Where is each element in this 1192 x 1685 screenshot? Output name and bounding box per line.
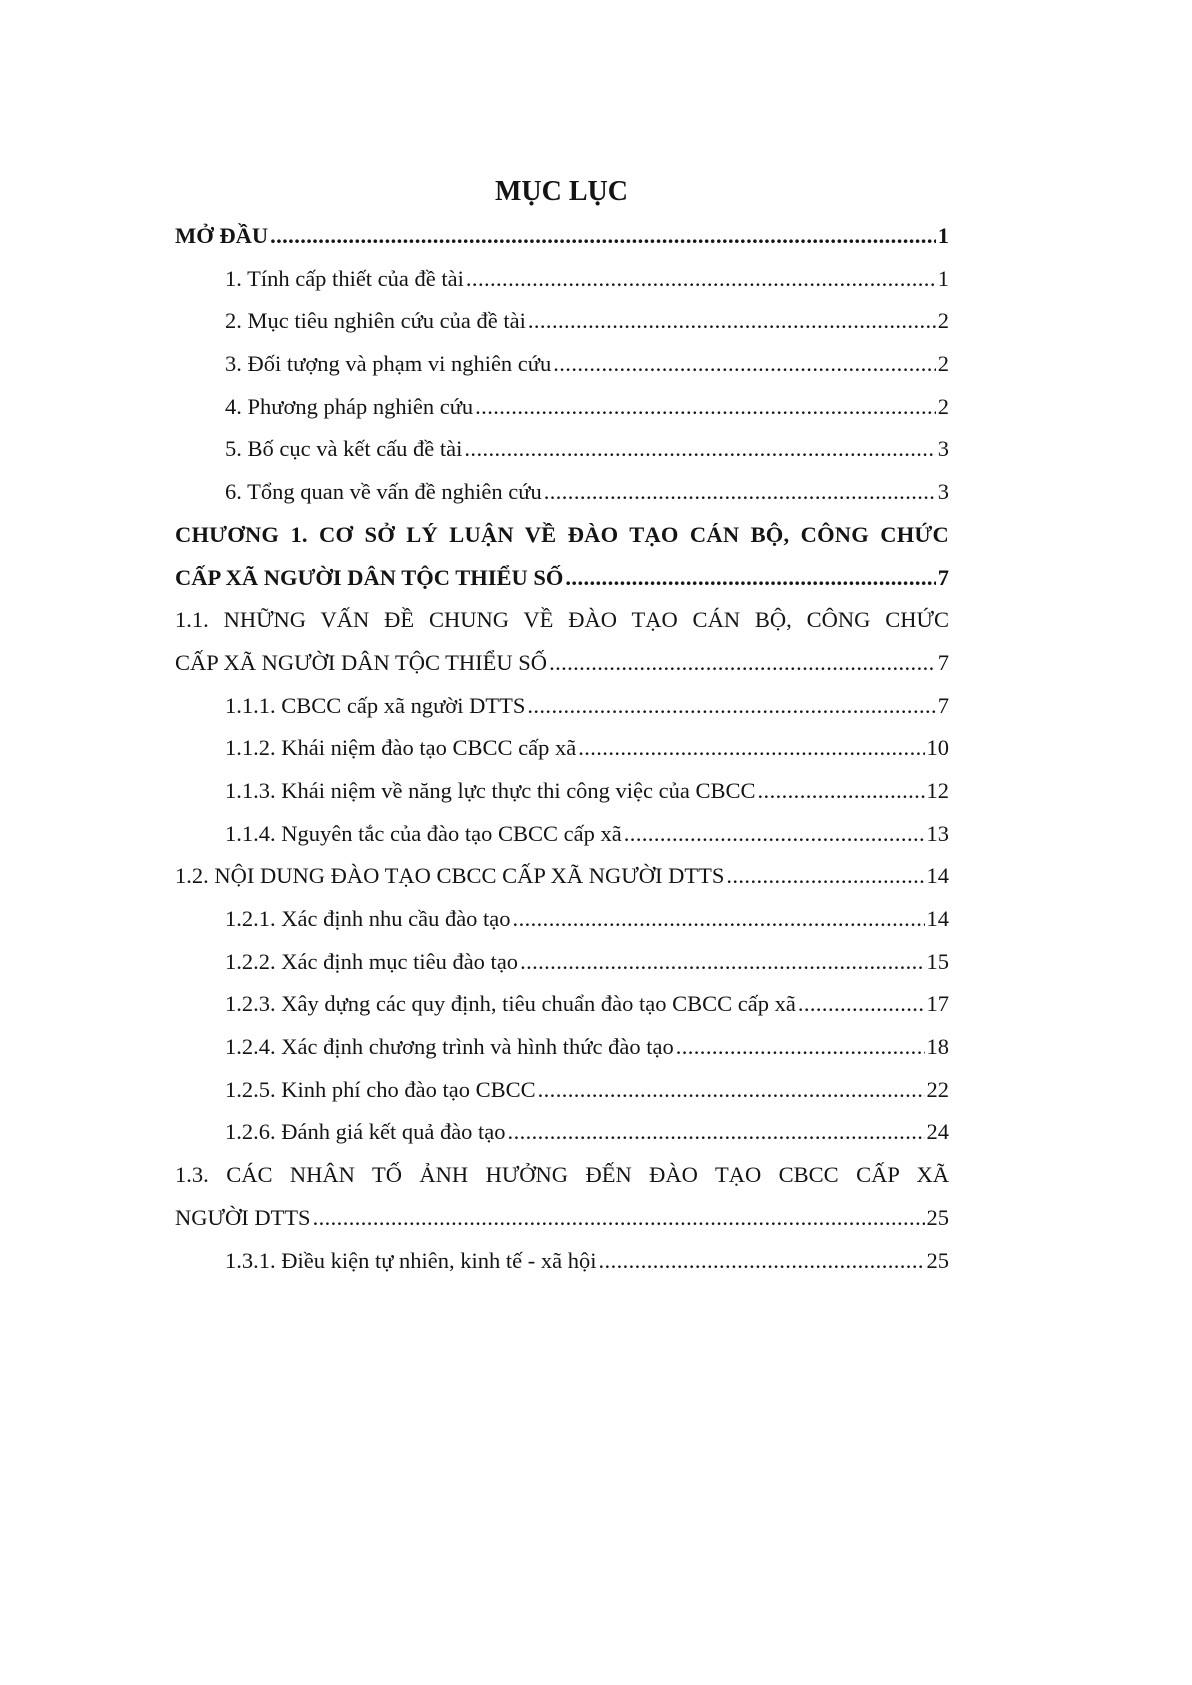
dot-leader [578, 727, 924, 770]
toc-entry[interactable] [175, 1111, 949, 1154]
toc-entry-page: 25 [926, 1247, 949, 1273]
toc-entry-text: 4. Phương pháp nghiên cứu [225, 393, 474, 419]
toc-entry-page: 14 [926, 863, 949, 889]
toc-entry-page: 3 [937, 436, 949, 462]
toc-entry-text: 1.2.4. Xác định chương trình và hình thức đào tạo [225, 1034, 674, 1060]
dot-leader [538, 1069, 925, 1112]
toc-entry[interactable] [175, 941, 949, 984]
toc-entry-chapter-1-line2[interactable] [175, 557, 949, 600]
toc-entry-mo-dau[interactable] [175, 215, 949, 258]
toc-entry-page: 7 [937, 564, 949, 590]
toc-entry-section-1-3-line1[interactable] [175, 1154, 949, 1197]
dot-leader [798, 983, 925, 1026]
toc-entry-text: 1.3. CÁC NHÂN TỐ ẢNH HƯỞNG ĐẾN ĐÀO TẠO CBCC CẤP XÃ [175, 1162, 949, 1188]
toc-entry-page: 2 [937, 351, 949, 377]
toc-entry[interactable] [175, 428, 949, 471]
page-title: MỤC LỤC [495, 176, 628, 207]
dot-leader [466, 258, 936, 301]
toc-entry[interactable] [175, 983, 949, 1026]
toc-entry-text: 3. Đối tượng và phạm vi nghiên cứu [225, 351, 552, 377]
toc-entry-page: 3 [937, 479, 949, 505]
dot-leader [528, 300, 936, 343]
toc-entry-page: 7 [937, 649, 949, 675]
dot-leader [464, 428, 935, 471]
toc-entry-chapter-1-line1[interactable] [175, 514, 949, 557]
toc-entry-section-1-1-line2[interactable] [175, 642, 949, 685]
toc-entry-page: 12 [926, 777, 949, 803]
toc-entry[interactable] [175, 471, 949, 514]
toc-entry-page: 2 [937, 393, 949, 419]
toc-entry-text: 1.1.1. CBCC cấp xã người DTTS [225, 692, 526, 718]
toc-entry-text: CẤP XÃ NGƯỜI DÂN TỘC THIỂU SỐ [175, 649, 548, 675]
toc-entry-page: 17 [926, 991, 949, 1017]
toc-entry-section-1-3-line2[interactable] [175, 1197, 949, 1240]
toc-entry-text: 5. Bố cục và kết cấu đề tài [225, 436, 463, 462]
toc-entry-text: 1.3.1. Điều kiện tự nhiên, kinh tế - xã hội [225, 1247, 597, 1273]
toc-entry[interactable] [175, 1240, 949, 1283]
toc-entry[interactable] [175, 386, 949, 429]
toc-entry-page: 18 [926, 1034, 949, 1060]
toc-entry-text: 1. Tính cấp thiết của đề tài [225, 265, 464, 291]
toc-entry-page: 24 [926, 1119, 949, 1145]
dot-leader [676, 1026, 925, 1069]
dot-leader [544, 471, 936, 514]
toc-entry[interactable] [175, 685, 949, 728]
dot-leader [599, 1240, 925, 1283]
dot-leader [513, 898, 925, 941]
toc-entry[interactable] [175, 1069, 949, 1112]
toc-entry-text: 2. Mục tiêu nghiên cứu của đề tài [225, 308, 526, 334]
toc-entry[interactable] [175, 813, 949, 856]
toc-entry-text: CHƯƠNG 1. CƠ SỞ LÝ LUẬN VỀ ĐÀO TẠO CÁN BỘ, CÔNG CHỨC [175, 521, 949, 547]
toc-entry[interactable] [175, 770, 949, 813]
toc-entry-text: 1.1.3. Khái niệm về năng lực thực thi công việc của CBCC [225, 777, 756, 803]
dot-leader [565, 557, 935, 600]
toc-entry-section-1-2[interactable] [175, 855, 949, 898]
toc-entry-page: 7 [937, 692, 949, 718]
dot-leader [527, 685, 935, 728]
toc-entry-text: 1.1.4. Nguyên tắc của đào tạo CBCC cấp xã [225, 820, 622, 846]
toc-entry-text: 1.1. NHỮNG VẤN ĐỀ CHUNG VỀ ĐÀO TẠO CÁN BỘ, CÔNG CHỨC [175, 607, 949, 633]
dot-leader [549, 642, 936, 685]
toc-entry-text: CẤP XÃ NGƯỜI DÂN TỘC THIỂU SỐ [175, 564, 564, 590]
toc-entry-text: NGƯỜI DTTS [175, 1204, 311, 1230]
toc-entry-text: 1.2. NỘI DUNG ĐÀO TẠO CBCC CẤP XÃ NGƯỜI DTTS [175, 863, 725, 889]
toc-entry-page: 14 [926, 906, 949, 931]
toc-entry-text: 1.2.2. Xác định mục tiêu đào tạo [225, 948, 519, 974]
dot-leader [270, 215, 936, 258]
dot-leader [758, 770, 925, 813]
dot-leader [624, 813, 925, 856]
toc-entry-text: 1.2.1. Xác định nhu cầu đào tạo [225, 906, 511, 931]
toc-entry[interactable] [175, 727, 949, 770]
toc-entry-page: 10 [926, 735, 949, 761]
dot-leader [553, 343, 936, 386]
toc-entry-page: 15 [926, 948, 949, 974]
toc-entry-text: 1.2.5. Kinh phí cho đào tạo CBCC [225, 1076, 536, 1102]
toc-entry-section-1-1-line1[interactable] [175, 599, 949, 642]
toc-entry-text: 1.1.2. Khái niệm đào tạo CBCC cấp xã [225, 735, 577, 761]
dot-leader [726, 855, 924, 898]
toc-entry-page: 25 [926, 1204, 949, 1230]
toc-entry-page: 2 [937, 308, 949, 334]
toc-entry[interactable] [175, 1026, 949, 1069]
toc-entry-text: 1.2.3. Xây dựng các quy định, tiêu chuẩn đào tạo CBCC cấp xã [225, 991, 796, 1017]
toc-entry[interactable] [175, 343, 949, 386]
dot-leader [508, 1111, 925, 1154]
table-of-contents [175, 215, 949, 1282]
toc-entry-text: MỞ ĐẦU [175, 223, 269, 248]
dot-leader [313, 1197, 925, 1240]
toc-entry-page: 1 [937, 265, 949, 291]
toc-entry-text: 1.2.6. Đánh giá kết quả đào tạo [225, 1119, 506, 1145]
toc-entry-text: 6. Tổng quan về vấn đề nghiên cứu [225, 479, 542, 505]
toc-entry-page: 1 [937, 223, 949, 248]
toc-entry[interactable] [175, 898, 949, 941]
toc-entry[interactable] [175, 300, 949, 343]
dot-leader [520, 941, 924, 984]
toc-entry-page: 13 [926, 820, 949, 846]
toc-entry-page: 22 [926, 1076, 949, 1102]
dot-leader [475, 386, 936, 429]
toc-entry[interactable] [175, 258, 949, 301]
